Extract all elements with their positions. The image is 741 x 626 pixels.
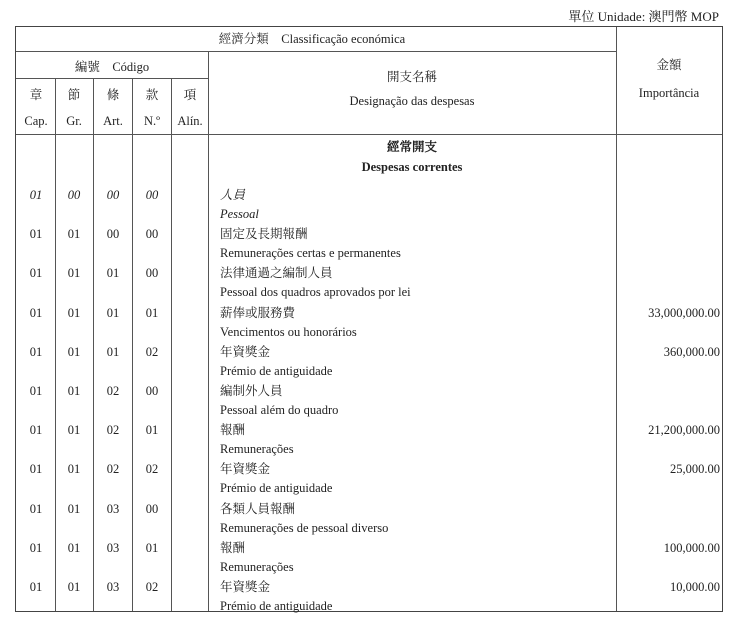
- cell-art: 02: [106, 423, 120, 438]
- amount-header-pt: Importância: [638, 86, 700, 100]
- col-art-pt: Art.: [103, 114, 123, 128]
- cell-no: 02: [145, 344, 159, 359]
- designation-pt: Remunerações de pessoal diverso: [220, 520, 389, 535]
- cell-art: 01: [106, 266, 120, 281]
- cell-gr: 01: [67, 462, 81, 477]
- designation-zh: 各類人員報酬: [220, 501, 296, 516]
- column-rule: [208, 51, 209, 611]
- col-cap-zh: 章: [29, 88, 43, 102]
- cell-cap: 01: [29, 540, 43, 555]
- designation-header-pt: Designação das despesas: [349, 94, 475, 108]
- cell-art: 02: [106, 384, 120, 398]
- column-rule: [55, 78, 56, 611]
- cell-gr: 01: [67, 540, 81, 555]
- cell-art: 01: [106, 305, 120, 320]
- col-gr-zh: 節: [67, 88, 81, 102]
- designation-pt: Remunerações: [220, 442, 294, 457]
- cell-art: 00: [106, 188, 120, 202]
- cell-no: 02: [145, 462, 159, 477]
- cell-no: 01: [145, 423, 159, 438]
- designation-zh: 人員: [220, 188, 246, 202]
- col-no-pt: N.º: [143, 114, 161, 128]
- designation-pt: Remunerações certas e permanentes: [220, 246, 401, 261]
- cell-gr: 01: [67, 227, 81, 242]
- column-rule: [171, 78, 172, 611]
- cell-cap: 01: [29, 188, 43, 202]
- cell-no: 01: [145, 305, 159, 320]
- column-rule: [616, 27, 617, 611]
- cell-cap: 01: [29, 462, 43, 477]
- designation-zh: 年資獎金: [220, 344, 271, 359]
- col-cap-pt: Cap.: [24, 114, 48, 128]
- cell-no: 00: [145, 188, 159, 202]
- cell-cap: 01: [29, 384, 43, 398]
- designation-pt: Pessoal: [220, 207, 259, 221]
- cell-no: 02: [145, 580, 159, 594]
- cell-cap: 01: [29, 580, 43, 594]
- designation-zh: 報酬: [220, 423, 246, 438]
- col-art-zh: 條: [106, 88, 120, 102]
- amount-cell: 33,000,000.00: [648, 305, 720, 320]
- designation-zh: 法律通過之編制人員: [220, 266, 333, 281]
- section-title-pt: Despesas correntes: [361, 160, 463, 174]
- amount-cell: 10,000.00: [670, 580, 720, 594]
- amount-cell: 100,000.00: [663, 540, 720, 555]
- section-title-zh: 經常開支: [386, 140, 438, 154]
- cell-gr: 01: [67, 305, 81, 320]
- cell-art: 03: [106, 580, 120, 594]
- cell-cap: 01: [29, 227, 43, 242]
- designation-zh: 編制外人員: [220, 384, 283, 398]
- designation-zh: 固定及長期報酬: [220, 227, 308, 242]
- cell-gr: 01: [67, 423, 81, 438]
- designation-pt: Prémio de antiguidade: [220, 363, 333, 378]
- amount-header-zh: 金額: [656, 58, 682, 72]
- header-rule: [16, 51, 616, 52]
- designation-zh: 薪俸或服務費: [220, 305, 296, 320]
- cell-no: 00: [145, 266, 159, 281]
- col-gr-pt: Gr.: [66, 114, 82, 128]
- cell-no: 00: [145, 227, 159, 242]
- designation-zh: 報酬: [220, 540, 246, 555]
- unit-label: 單位 Unidade: 澳門幣 MOP: [568, 9, 719, 24]
- cell-cap: 01: [29, 344, 43, 359]
- cell-cap: 01: [29, 305, 43, 320]
- cell-gr: 01: [67, 580, 81, 594]
- column-rule: [93, 78, 94, 611]
- budget-table: [15, 26, 723, 612]
- cell-art: 00: [106, 227, 120, 242]
- column-rule: [132, 78, 133, 611]
- codigo-header: 編號 Código: [74, 60, 150, 74]
- amount-cell: 360,000.00: [663, 344, 720, 359]
- designation-header-zh: 開支名稱: [386, 70, 438, 84]
- designation-pt: Prémio de antiguidade: [220, 481, 333, 496]
- designation-pt: Pessoal além do quadro: [220, 403, 339, 417]
- cell-art: 03: [106, 540, 120, 555]
- designation-pt: Remunerações: [220, 559, 294, 574]
- cell-no: 01: [145, 540, 159, 555]
- designation-pt: Prémio de antiguidade: [220, 599, 333, 613]
- cell-cap: 01: [29, 266, 43, 281]
- designation-pt: Pessoal dos quadros aprovados por lei: [220, 285, 411, 300]
- col-alin-zh: 項: [183, 88, 197, 102]
- designation-pt: Vencimentos ou honorários: [220, 324, 357, 339]
- col-no-zh: 款: [145, 88, 159, 102]
- cell-art: 03: [106, 501, 120, 516]
- cell-gr: 01: [67, 384, 81, 398]
- cell-no: 00: [145, 384, 159, 398]
- cell-cap: 01: [29, 501, 43, 516]
- cell-cap: 01: [29, 423, 43, 438]
- amount-cell: 25,000.00: [670, 462, 720, 477]
- cell-no: 00: [145, 501, 159, 516]
- cell-gr: 01: [67, 344, 81, 359]
- cell-gr: 01: [67, 501, 81, 516]
- classification-header: 經濟分類 Classificação económica: [218, 32, 406, 46]
- cell-gr: 00: [67, 188, 81, 202]
- designation-zh: 年資獎金: [220, 462, 271, 477]
- col-alin-pt: Alín.: [177, 114, 203, 128]
- designation-zh: 年資獎金: [220, 580, 271, 594]
- header-rule: [16, 78, 208, 79]
- amount-cell: 21,200,000.00: [648, 423, 720, 438]
- cell-art: 02: [106, 462, 120, 477]
- cell-gr: 01: [67, 266, 81, 281]
- cell-art: 01: [106, 344, 120, 359]
